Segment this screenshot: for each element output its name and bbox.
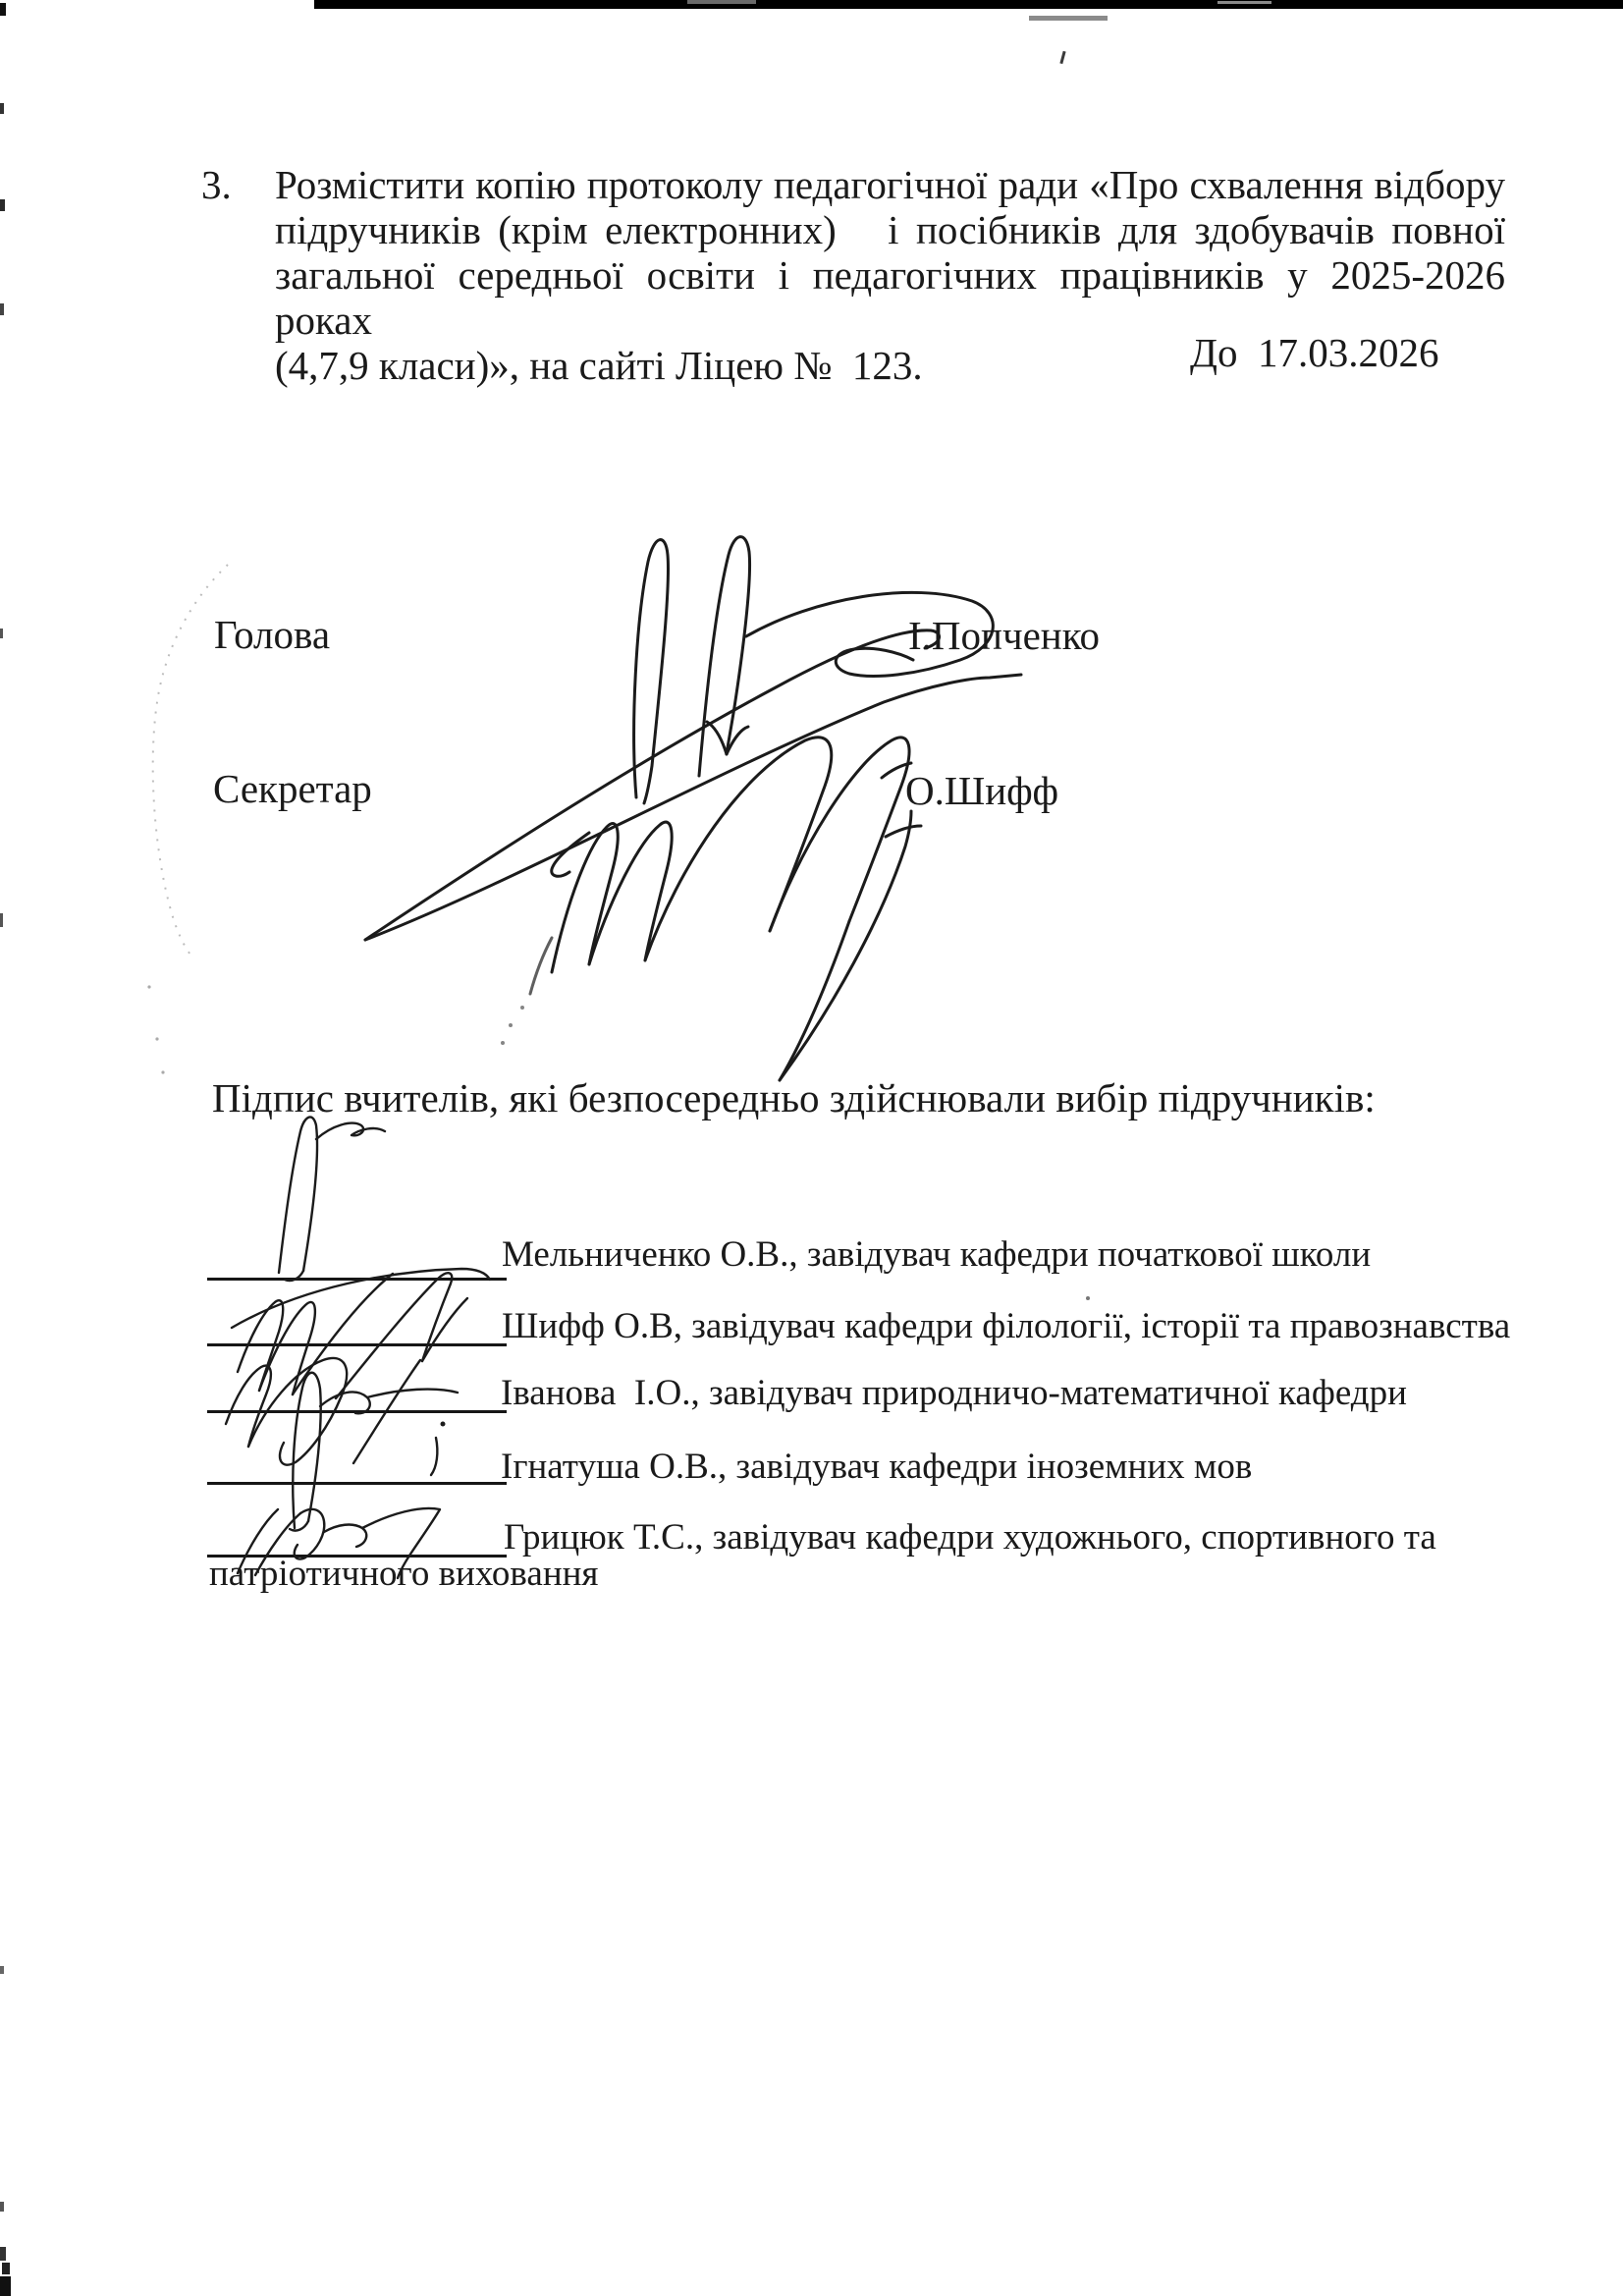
teacher-entry: Мельниченко О.В., завідувач кафедри початкової школи — [502, 1234, 1372, 1275]
signatory-name: І.Попченко — [908, 613, 1101, 658]
teacher-entry: Іванова І.О., завідувач природничо-математичної кафедри — [501, 1373, 1407, 1413]
paragraph-line: підручників (крім електронних) і посібників для здобувачів повної — [275, 207, 1505, 252]
teacher-entry: Шифф О.В, завідувач кафедри філології, історії та правознавства — [502, 1306, 1511, 1346]
deadline-date: До 17.03.2026 — [1190, 330, 1439, 375]
paragraph-line: Розмістити копію протоколу педагогічної ради «Про схвалення відбору — [275, 162, 1505, 207]
paragraph-line: (4,7,9 класи)», на сайті Ліцею № 123. — [275, 343, 923, 388]
paragraph-line: загальної середньої освіти і педагогічних працівників у 2025-2026 роках — [275, 252, 1505, 343]
teacher-entry: Грицюк Т.С., завідувач кафедри художнього, спортивного та — [504, 1517, 1436, 1558]
teacher-entry: Ігнатуша О.В., завідувач кафедри іноземних мов — [501, 1447, 1253, 1487]
signatory-role: Секретар — [213, 766, 372, 811]
teachers-heading: Підпис вчителів, які безпосередньо здійснювали вибір підручників: — [212, 1075, 1376, 1121]
signatory-name: О.Шифф — [905, 768, 1059, 813]
signatory-role: Голова — [214, 612, 331, 657]
item-number: 3. — [201, 162, 232, 207]
teacher-entry-wrap: патріотичного виховання — [209, 1554, 599, 1594]
